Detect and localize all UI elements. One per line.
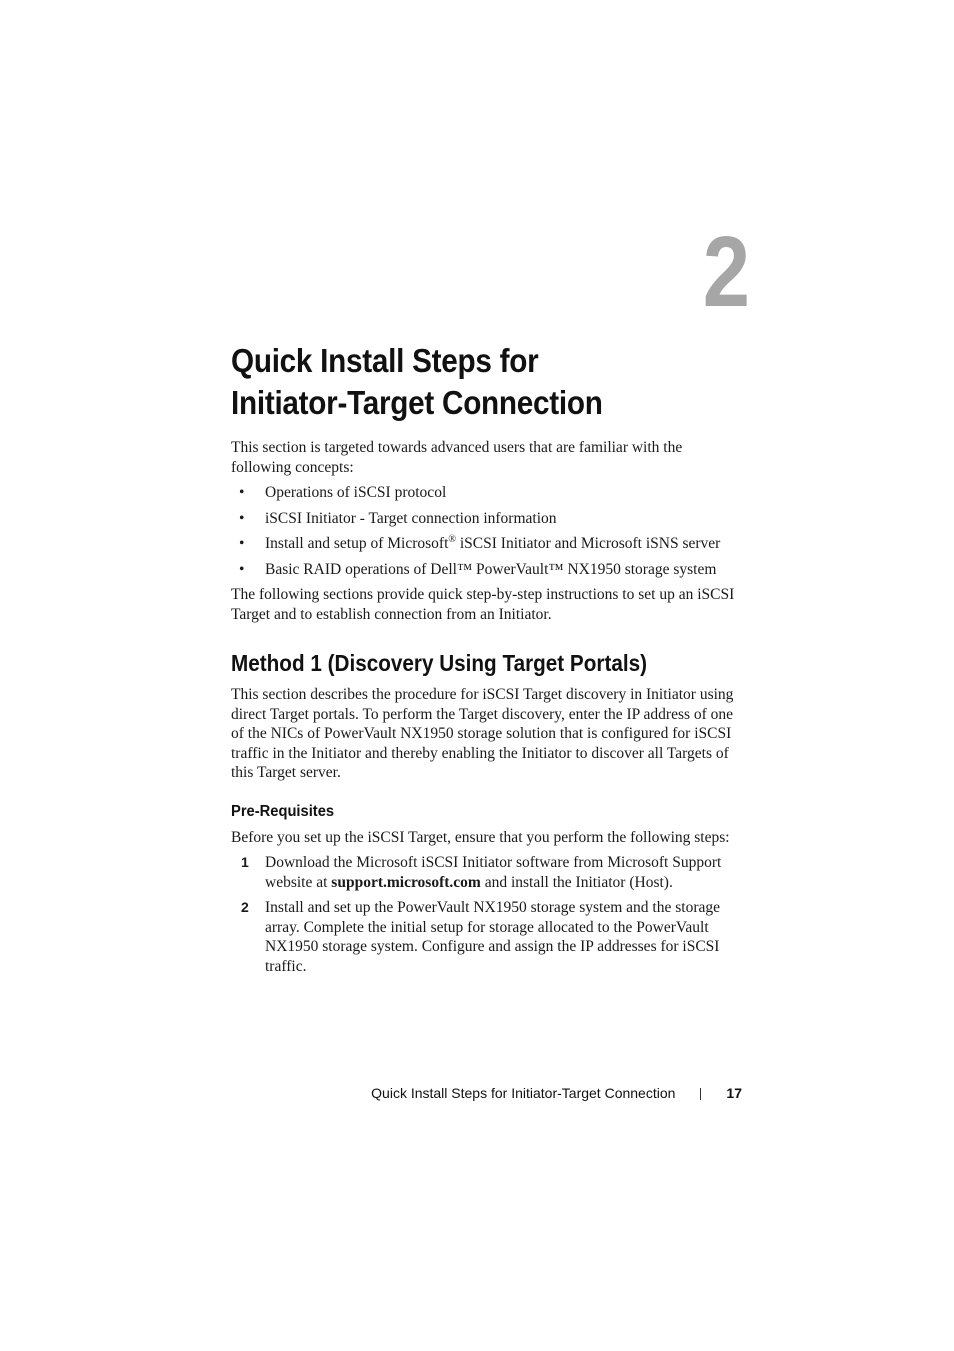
step-text: [265, 854, 721, 891]
registered-mark: ®: [448, 534, 456, 545]
list-item-text-start: Install and setup of Microsoft: [265, 535, 449, 552]
followup-paragraph: The following sections provide quick step-by-step instructions to set up an iSCSI Target and to establish connection from an Initiator.: [231, 586, 735, 623]
chapter-title: [231, 340, 695, 424]
chapter-title-line-2: Initiator-Target Connection: [231, 384, 603, 421]
page-content: [231, 340, 746, 982]
page-number: 17: [726, 1085, 742, 1101]
list-item-text: [265, 535, 720, 552]
prerequisite-steps: [231, 853, 746, 976]
step-number: 2: [241, 899, 249, 915]
list-item-text: Operations of iSCSI protocol: [265, 484, 447, 501]
step-number: 1: [241, 854, 249, 870]
chapter-title-line-1: Quick Install Steps for: [231, 342, 539, 379]
section-heading-method1: Method 1 (Discovery Using Target Portals): [231, 650, 648, 676]
subsection-heading-prerequisites: Pre-Requisites: [231, 802, 335, 820]
page-footer: [371, 1084, 742, 1102]
prerequisites-intro: Before you set up the iSCSI Target, ensure that you perform the following steps:: [231, 828, 730, 846]
intro-paragraph: This section is targeted towards advanced users that are familiar with the following concepts:: [231, 439, 683, 476]
step-text: Install and set up the PowerVault NX1950 storage system and the storage array. Complete the initial setup for storage allocated to the PowerVault NX1950 storage system. Configure and assign the IP addresses for iSCSI traffic.: [265, 899, 721, 975]
list-item: [231, 560, 746, 580]
concepts-list: [231, 483, 746, 579]
step-item: [231, 898, 746, 976]
list-item-text-end: iSCSI Initiator and Microsoft iSNS server: [456, 535, 721, 552]
step-item: [231, 853, 746, 892]
step-text-end: and install the Initiator (Host).: [480, 873, 673, 891]
chapter-number: 2: [702, 216, 750, 328]
list-item-text: Basic RAID operations of Dell™ PowerVault™ NX1950 storage system: [265, 560, 717, 578]
method1-paragraph: This section describes the procedure for iSCSI Target discovery in Initiator using direct Target portals. To perform the Target discovery, enter the IP address of one of the NICs of PowerVault NX1950 storage solution that is configured for iSCSI traffic in the Initiator and thereby enabling the Initiator to discover all Targets of this Target server.: [231, 686, 734, 781]
support-link[interactable]: support.microsoft.com: [331, 873, 481, 891]
list-item: [231, 483, 746, 503]
list-item: [231, 534, 746, 554]
footer-divider: [700, 1088, 701, 1100]
bullet-icon: •: [239, 484, 245, 501]
bullet-icon: •: [239, 560, 245, 578]
bullet-icon: •: [239, 509, 245, 527]
bullet-icon: •: [239, 535, 245, 552]
list-item-text: iSCSI Initiator - Target connection information: [265, 509, 557, 527]
step-text-start: Download the Microsoft iSCSI Initiator software from Microsoft Support website at: [265, 854, 722, 891]
running-title: Quick Install Steps for Initiator-Target Connection: [371, 1085, 676, 1101]
list-item: [231, 509, 746, 529]
